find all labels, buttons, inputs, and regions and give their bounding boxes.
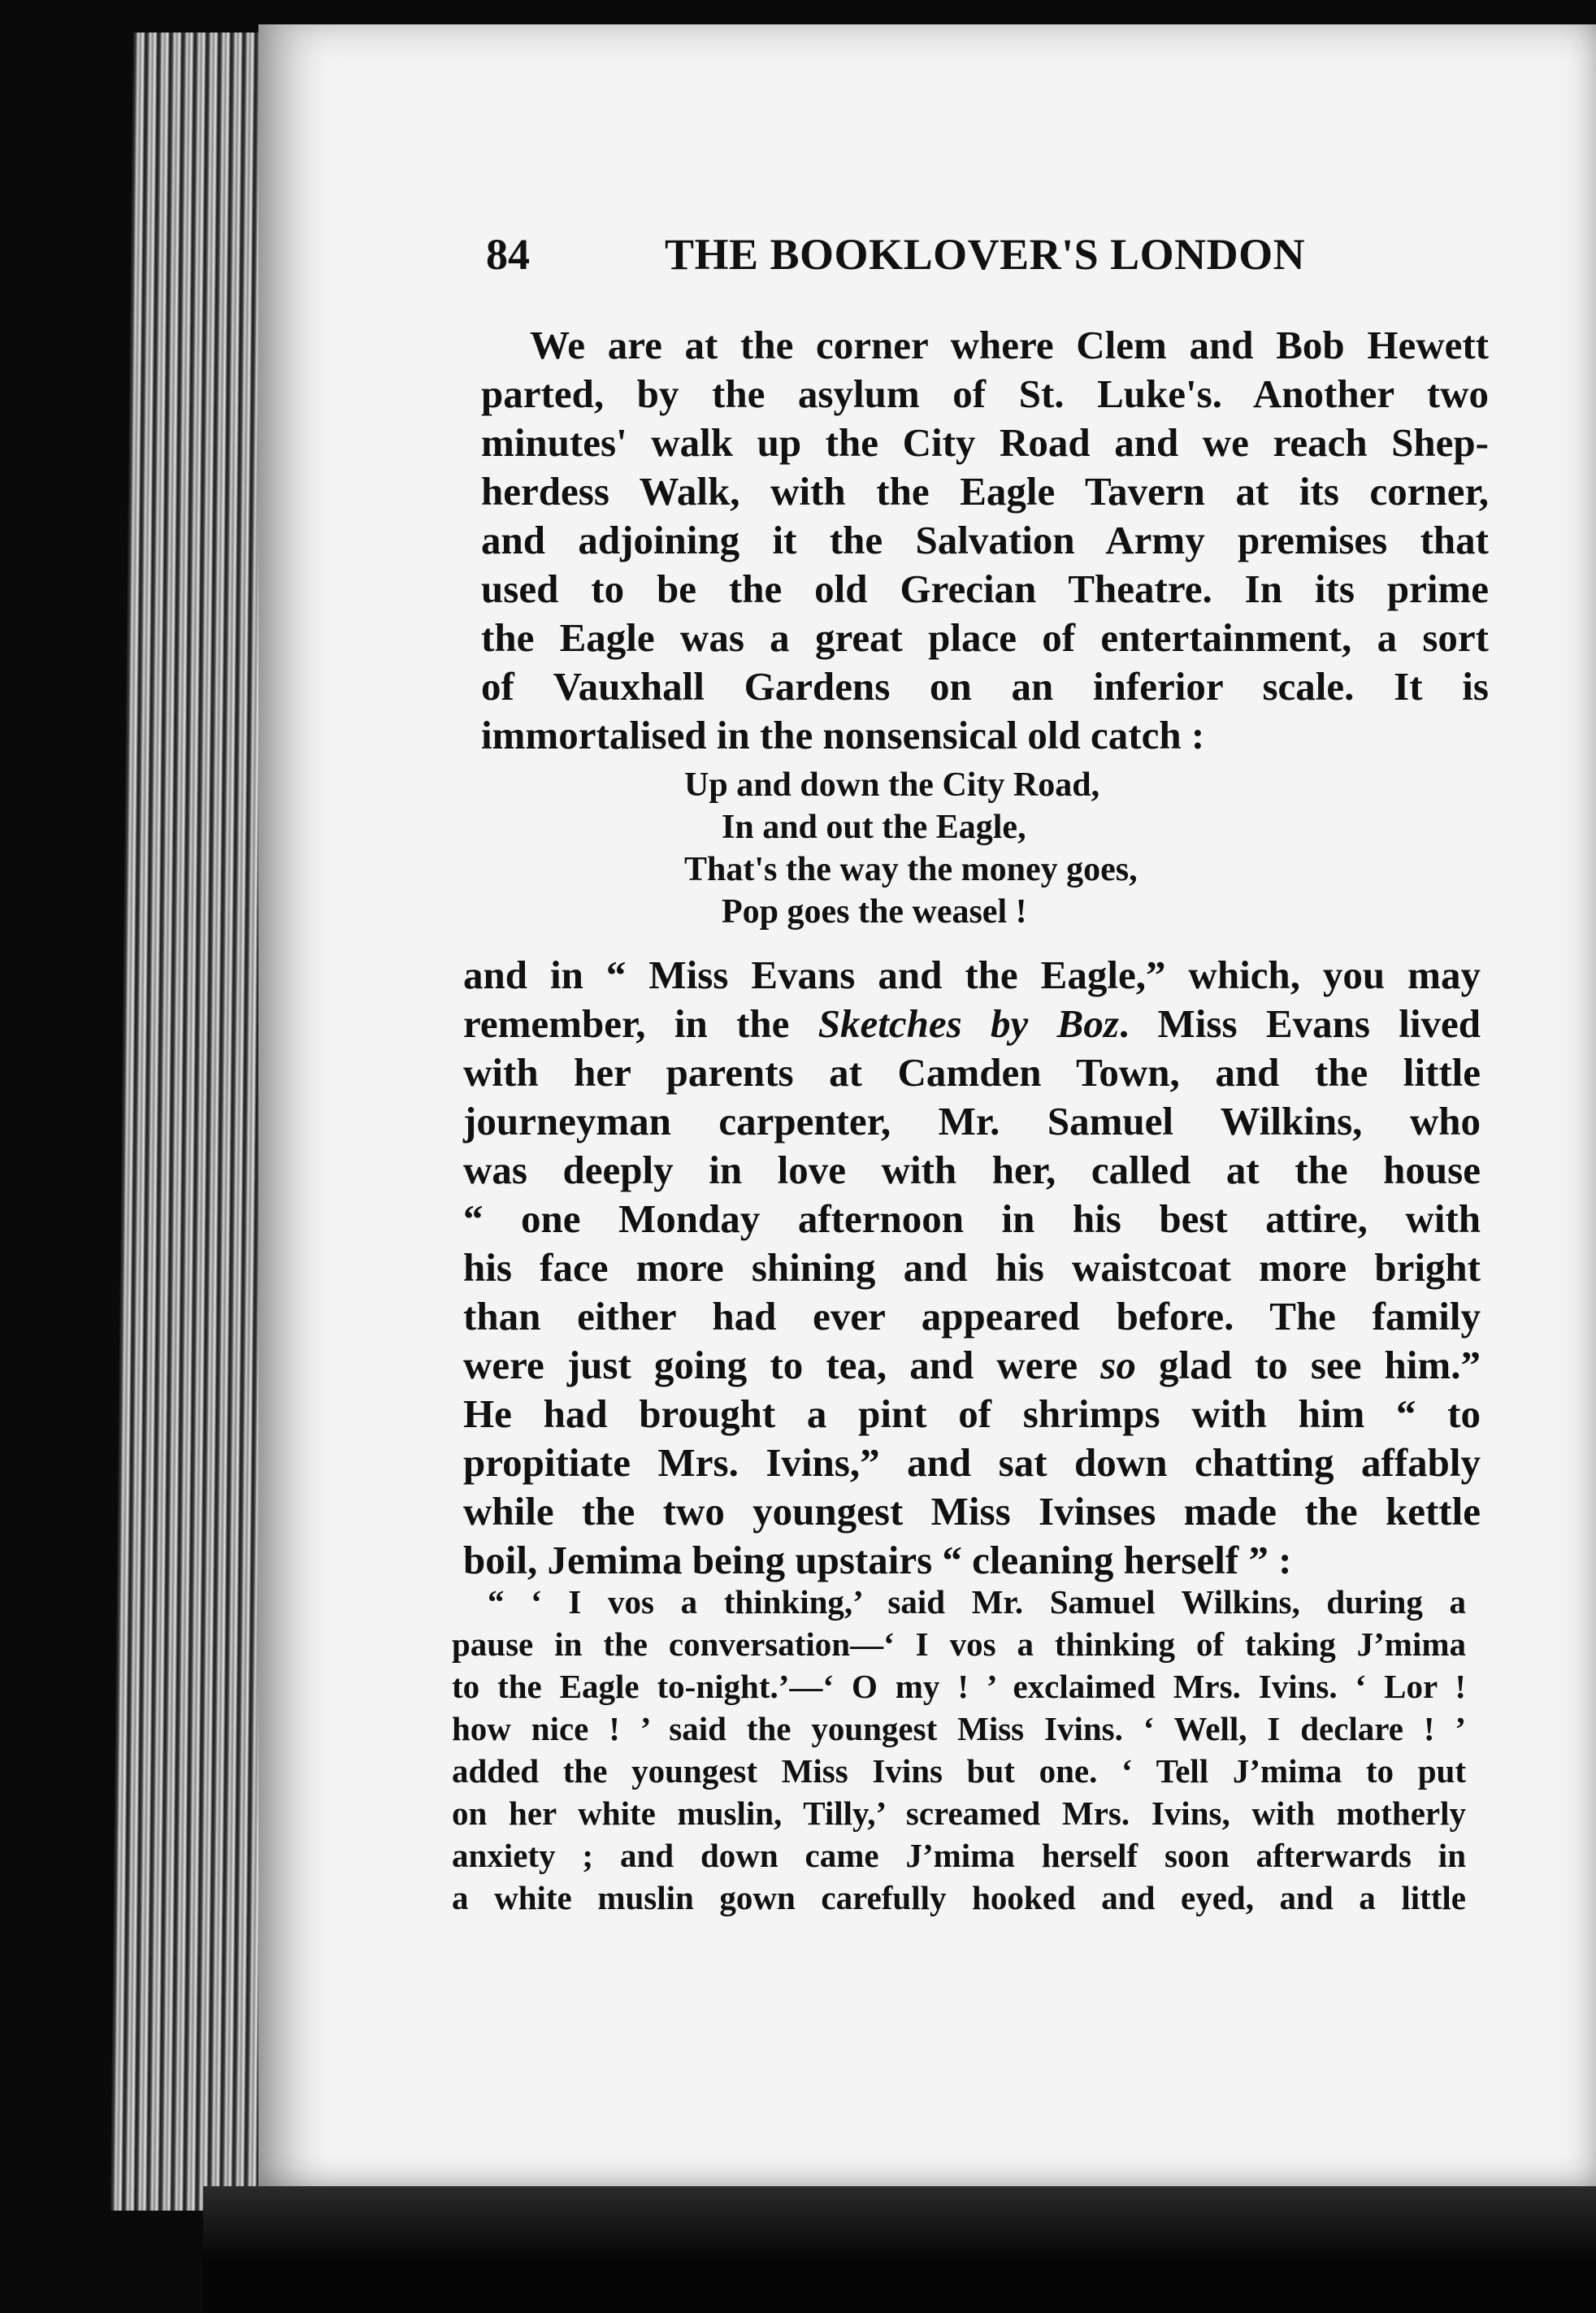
- paragraph-line: parted, by the asylum of St. Luke's. Another two: [481, 371, 1489, 416]
- paragraph-2: [463, 951, 1481, 1585]
- book-title: THE BOOKLOVER'S LONDON: [665, 230, 1306, 279]
- paragraph-line: and in “ Miss Evans and the Eagle,” which, you may: [463, 953, 1481, 997]
- paragraph-line: herdess Walk, with the Eagle Tavern at its corner,: [481, 469, 1489, 514]
- paragraph-line: while the two youngest Miss Ivinses made the kettle: [463, 1489, 1481, 1534]
- paragraph-line: propitiate Mrs. Ivins,” and sat down chatting affably: [463, 1440, 1481, 1485]
- text-segment: glad to see him.”: [1135, 1343, 1481, 1387]
- paragraph-line: than either had ever appeared before. The family: [463, 1294, 1481, 1339]
- text-segment: were just going to tea, and were: [463, 1343, 1101, 1387]
- book-bottom-edge: [203, 2186, 1596, 2313]
- paragraph-line: “ one Monday afternoon in his best attire, with: [463, 1196, 1481, 1241]
- paragraph-line: [463, 1341, 1481, 1390]
- quote-line: a white muslin gown carefully hooked and eyed, and a little: [452, 1879, 1466, 1916]
- paragraph-line: journeyman carpenter, Mr. Samuel Wilkins, who: [463, 1099, 1481, 1143]
- quote-line: on her white muslin, Tilly,’ screamed Mrs. Ivins, with motherly: [452, 1794, 1466, 1832]
- paragraph-line: minutes' walk up the City Road and we reach Shep-: [481, 420, 1489, 465]
- paragraph-line: immortalised in the nonsensical old catch :: [481, 713, 1205, 757]
- text-segment: remember, in the: [463, 1001, 818, 1046]
- quote-line: anxiety ; and down came J’mima herself soon afterwards in: [452, 1837, 1466, 1874]
- quote-line: “ ‘ I vos a thinking,’ said Mr. Samuel Wilkins, during a: [488, 1583, 1466, 1621]
- block-quote: [452, 1581, 1466, 1919]
- emphasis-italic: so: [1100, 1343, 1136, 1387]
- paragraph-line: [463, 1000, 1481, 1048]
- paragraph-1: [481, 321, 1489, 760]
- quote-line: how nice ! ’ said the youngest Miss Ivins. ‘ Well, I declare ! ’: [452, 1710, 1466, 1747]
- paragraph-line: and adjoining it the Salvation Army premises that: [481, 518, 1489, 562]
- paragraph-line: We are at the corner where Clem and Bob Hewett: [530, 323, 1489, 367]
- paragraph-line: his face more shining and his waistcoat more bright: [463, 1245, 1481, 1290]
- paragraph-line: of Vauxhall Gardens on an inferior scale. It is: [481, 664, 1489, 709]
- paragraph-line: was deeply in love with her, called at the house: [463, 1148, 1481, 1192]
- page-number: 84: [486, 230, 530, 279]
- paragraph-line: with her parents at Camden Town, and the little: [463, 1050, 1481, 1095]
- quote-line: added the youngest Miss Ivins but one. ‘ Tell J’mima to put: [452, 1752, 1466, 1790]
- paragraph-line: used to be the old Grecian Theatre. In its prime: [481, 566, 1489, 611]
- verse-line: In and out the Eagle,: [722, 809, 1026, 846]
- verse-line: That's the way the money goes,: [684, 851, 1138, 888]
- book-title-italic: Sketches by Boz: [818, 1001, 1119, 1046]
- verse-block: [684, 764, 1138, 933]
- paragraph-line: the Eagle was a great place of entertainment, a sort: [481, 615, 1489, 660]
- quote-line: to the Eagle to-night.’—‘ O my ! ’ exclaimed Mrs. Ivins. ‘ Lor !: [452, 1668, 1466, 1705]
- paragraph-line: He had brought a pint of shrimps with him “ to: [463, 1391, 1481, 1436]
- verse-line: Up and down the City Road,: [684, 766, 1100, 804]
- verse-line: Pop goes the weasel !: [722, 893, 1027, 931]
- text-segment: . Miss Evans lived: [1118, 1001, 1481, 1046]
- paragraph-line: boil, Jemima being upstairs “ cleaning herself ” :: [463, 1538, 1292, 1582]
- quote-line: pause in the conversation—‘ I vos a thinking of taking J’mima: [452, 1625, 1466, 1663]
